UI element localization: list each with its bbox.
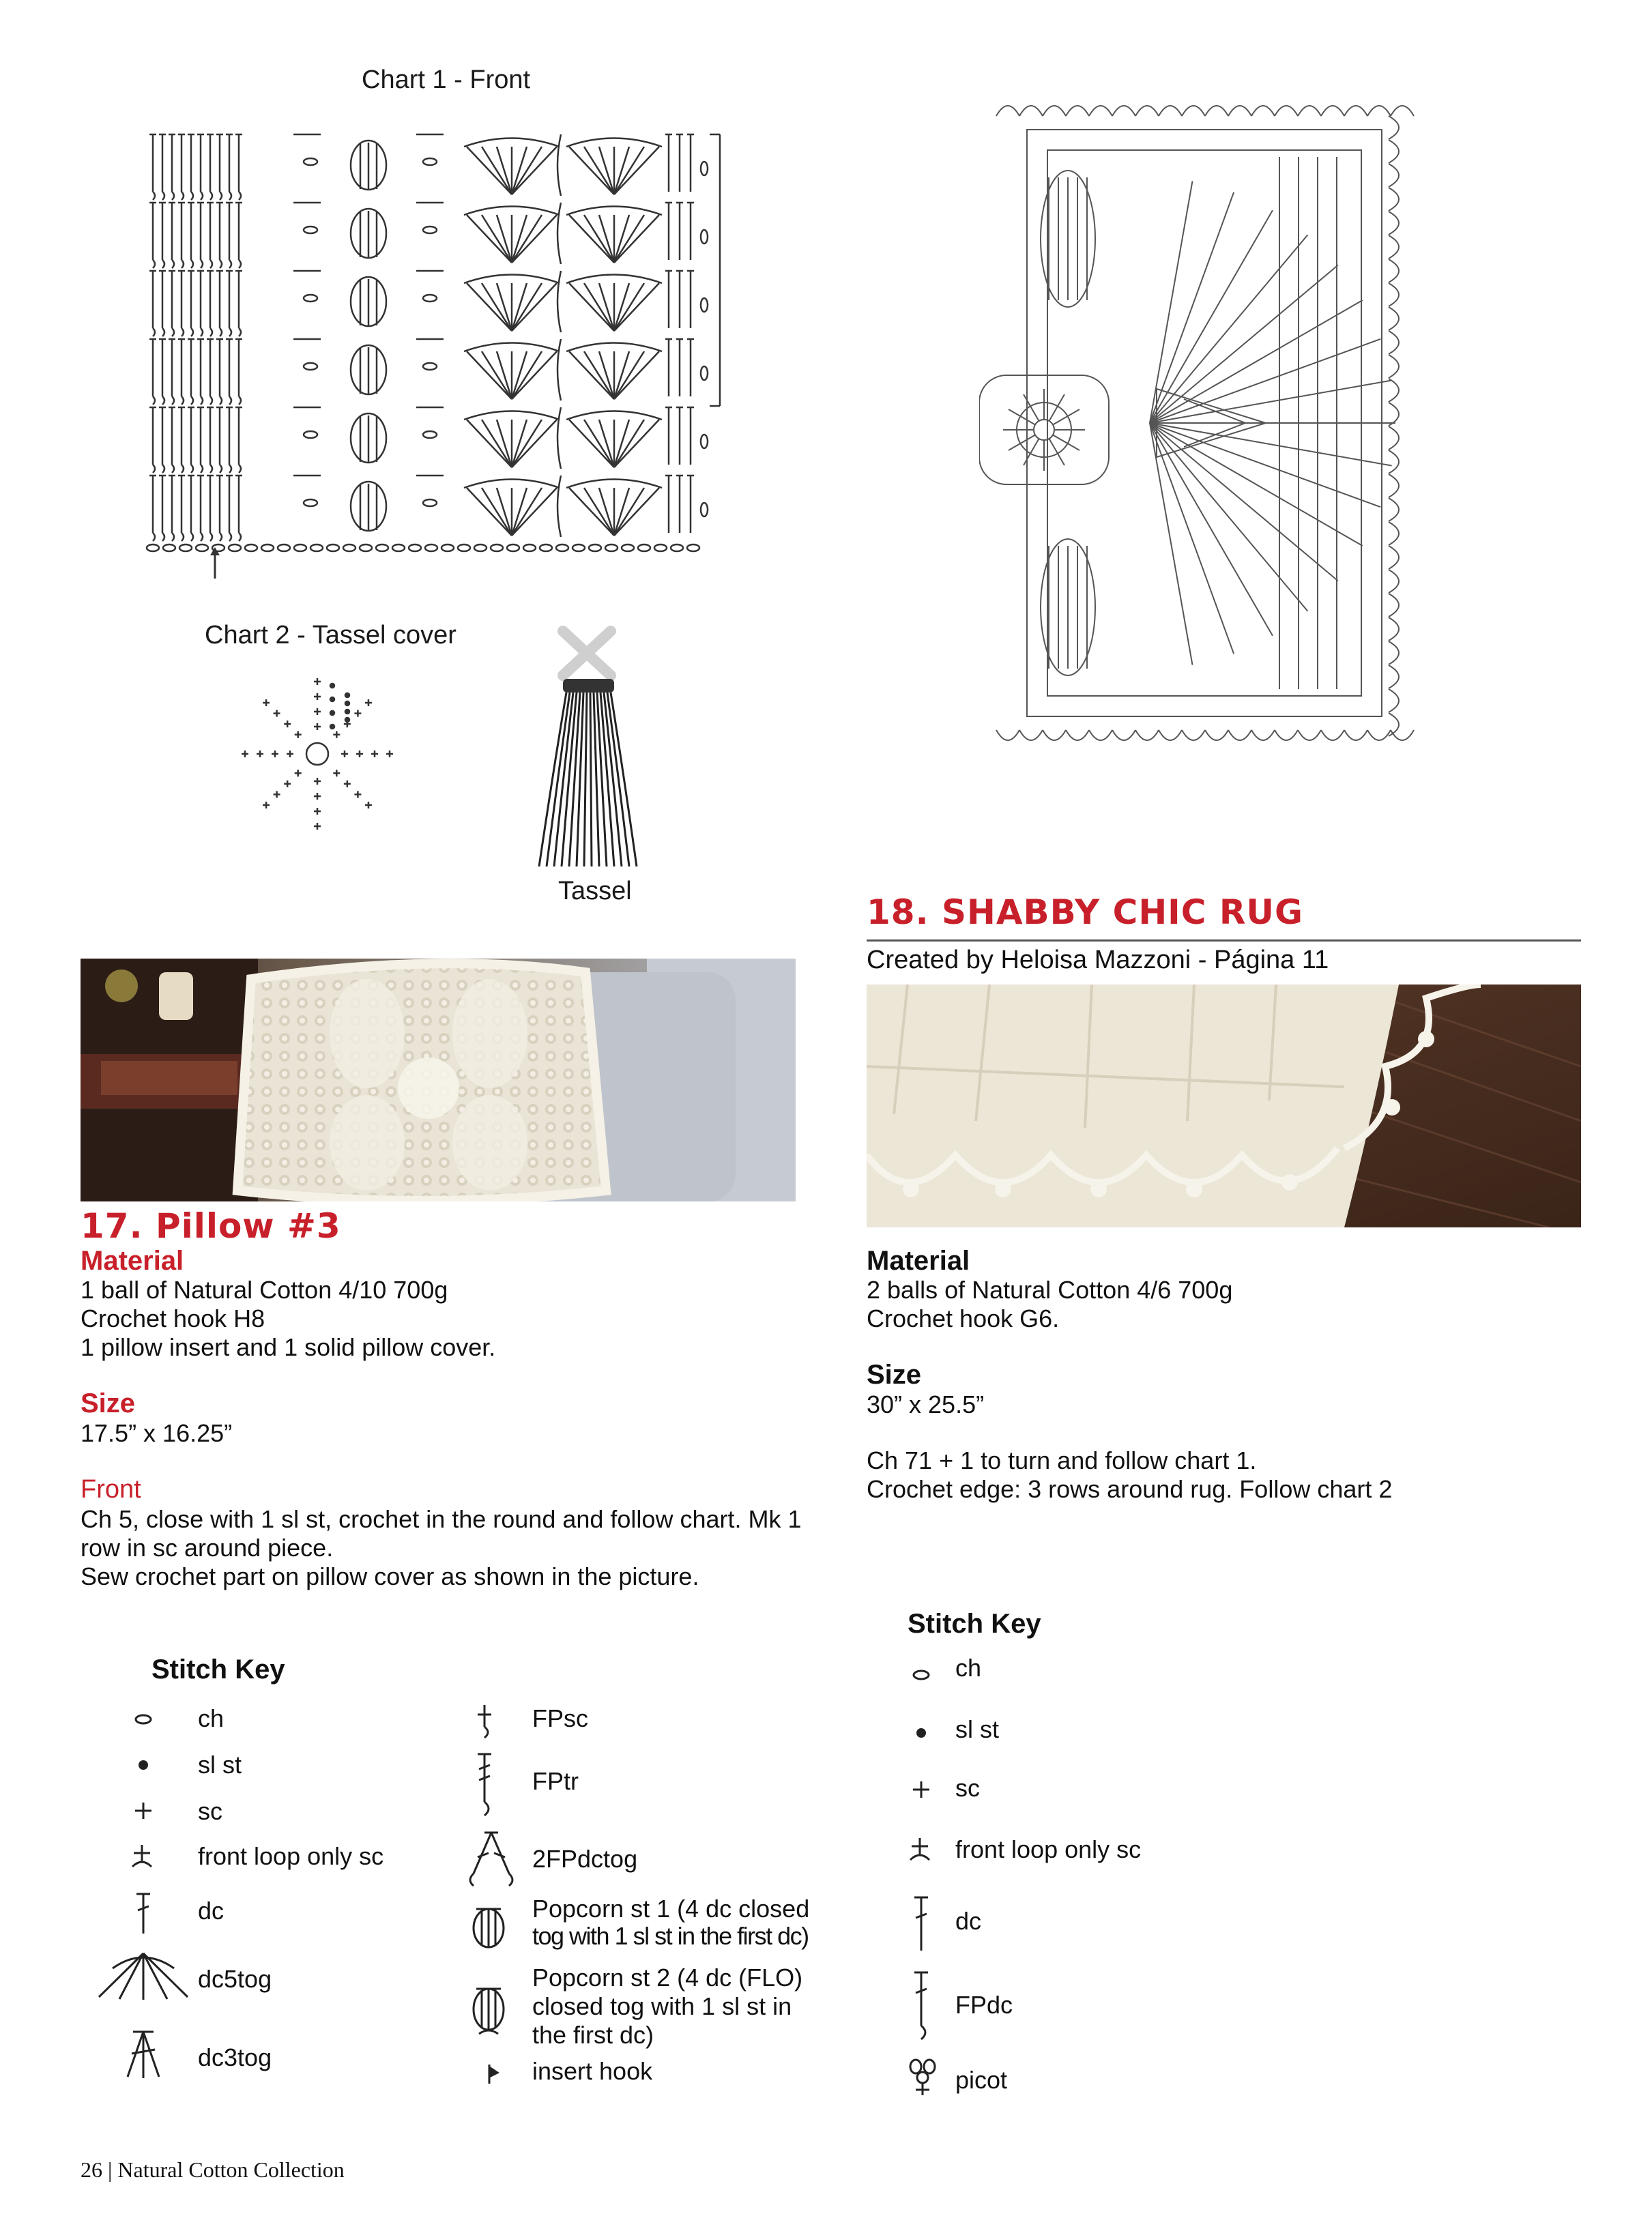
key-label-dc: dc — [198, 1897, 224, 1925]
pillow-photo — [81, 959, 796, 1201]
key-label-insert-hook: insert hook — [532, 2057, 653, 2085]
rug-sc-icon — [908, 1777, 935, 1802]
rug-front-loop-only-sc-icon — [905, 1835, 935, 1863]
rug-key-label-front-loop-only-sc: front loop only sc — [955, 1835, 1142, 1863]
fptr-icon — [471, 1750, 498, 1818]
chart1-caption: Chart 1 - Front — [362, 65, 531, 94]
chart2-caption: Chart 2 - Tassel cover — [205, 621, 457, 650]
page-footer: 26 | Natural Cotton Collection — [81, 2157, 345, 2182]
rug-key-label-picot: picot — [955, 2066, 1008, 2094]
pillow-front-line: row in sc around piece. — [81, 1534, 334, 1562]
fpsc-icon — [471, 1702, 498, 1740]
key-label-sl-st: sl st — [198, 1751, 242, 1779]
pillow-material-line: 1 pillow insert and 1 solid pillow cover. — [81, 1333, 496, 1361]
popcorn-st-1-icon — [469, 1904, 508, 1951]
key-label-popcorn-2-line: closed tog with 1 sl st in — [532, 1992, 792, 2020]
rug-dc-icon — [908, 1893, 935, 1955]
arrow-up-icon — [205, 546, 225, 580]
sc-icon — [130, 1798, 157, 1823]
rug-size-value: 30” x 25.5” — [867, 1390, 985, 1418]
rug-material-heading: Material — [867, 1246, 970, 1276]
key-label-popcorn-1-line: tog with 1 sl st in the first dc) — [532, 1922, 809, 1950]
tassel-illustration — [532, 624, 648, 877]
pillow-front-line: Sew crochet part on pillow cover as shown in the picture. — [81, 1562, 699, 1590]
rug-key-label-fpdc: FPdc — [955, 1991, 1013, 2019]
popcorn-st-1-text — [532, 1895, 809, 1950]
key-label-popcorn-2-line: Popcorn st 2 (4 dc (FLO) — [532, 1964, 803, 1992]
insert-hook-icon — [481, 2060, 502, 2088]
dc3tog-icon — [119, 2026, 167, 2081]
key-label-ch: ch — [198, 1704, 224, 1732]
rug-material-line: Crochet hook G6. — [867, 1304, 1060, 1332]
pillow-stitch-key-heading: Stitch Key — [151, 1654, 285, 1685]
chart1-front-diagram — [143, 126, 737, 563]
rug-sl-st-icon — [908, 1723, 935, 1743]
rug-title: 18. SHABBY CHIC RUG — [867, 892, 1304, 932]
key-label-fpsc: FPsc — [532, 1704, 589, 1732]
pillow-front-heading: Front — [81, 1475, 141, 1504]
front-loop-only-sc-icon — [127, 1842, 157, 1869]
rug-ch-icon — [908, 1665, 935, 1685]
pillow-material-heading: Material — [81, 1246, 184, 1276]
rug-key-label-sl-st: sl st — [955, 1715, 1000, 1743]
key-label-2fpdctog: 2FPdctog — [532, 1845, 638, 1873]
pillow-front-line: Ch 5, close with 1 sl st, crochet in the round and follow chart. Mk 1 — [81, 1505, 802, 1533]
key-label-sc: sc — [198, 1797, 222, 1825]
popcorn-st-2-text — [532, 1964, 802, 2050]
rug-credit: Created by Heloisa Mazzoni - Página 11 — [867, 946, 1329, 974]
rug-title-rule — [867, 939, 1581, 942]
rug-material-line: 2 balls of Natural Cotton 4/6 700g — [867, 1276, 1233, 1304]
rug-key-label-sc: sc — [955, 1774, 980, 1802]
rug-chart-diagram — [979, 89, 1423, 757]
rug-key-label-ch: ch — [955, 1654, 982, 1682]
sl-st-icon — [130, 1755, 157, 1775]
rug-photo — [867, 985, 1581, 1227]
key-label-fptr: FPtr — [532, 1767, 579, 1795]
rug-picot-icon — [906, 2057, 939, 2098]
pillow-material-line: Crochet hook H8 — [81, 1304, 265, 1332]
pillow-front-instructions — [81, 1505, 802, 1591]
tassel-caption: Tassel — [558, 877, 632, 905]
rug-material-list — [867, 1276, 1232, 1333]
dc5tog-icon — [92, 1948, 194, 2002]
ch-icon — [130, 1709, 157, 1730]
dc-icon — [130, 1890, 157, 1938]
rug-instructions — [867, 1446, 1392, 1504]
pillow-material-line: 1 ball of Natural Cotton 4/10 700g — [81, 1276, 448, 1304]
rug-instruction-line: Ch 71 + 1 to turn and follow chart 1. — [867, 1446, 1257, 1474]
key-label-dc5tog: dc5tog — [198, 1965, 272, 1993]
key-label-popcorn-2-line: the first dc) — [532, 2021, 654, 2049]
rug-key-label-dc: dc — [955, 1907, 982, 1935]
rug-instruction-line: Crochet edge: 3 rows around rug. Follow chart 2 — [867, 1475, 1393, 1503]
fpdc2tog-icon — [464, 1828, 519, 1890]
popcorn-st-2-icon — [469, 1982, 508, 2037]
pillow-material-list — [81, 1276, 495, 1362]
pillow-title: 17. Pillow #3 — [81, 1206, 341, 1246]
key-label-dc3tog: dc3tog — [198, 2043, 272, 2071]
key-label-popcorn-1-line: Popcorn st 1 (4 dc closed — [532, 1895, 810, 1923]
pillow-size-value: 17.5” x 16.25” — [81, 1419, 233, 1447]
rug-stitch-key-heading: Stitch Key — [908, 1609, 1041, 1639]
key-label-front-loop-only-sc: front loop only sc — [198, 1842, 384, 1870]
chart2-tassel-cover-diagram — [239, 662, 396, 839]
rug-size-heading: Size — [867, 1360, 922, 1390]
pillow-size-heading: Size — [81, 1388, 136, 1418]
rug-fpdc-icon — [908, 1968, 935, 2043]
